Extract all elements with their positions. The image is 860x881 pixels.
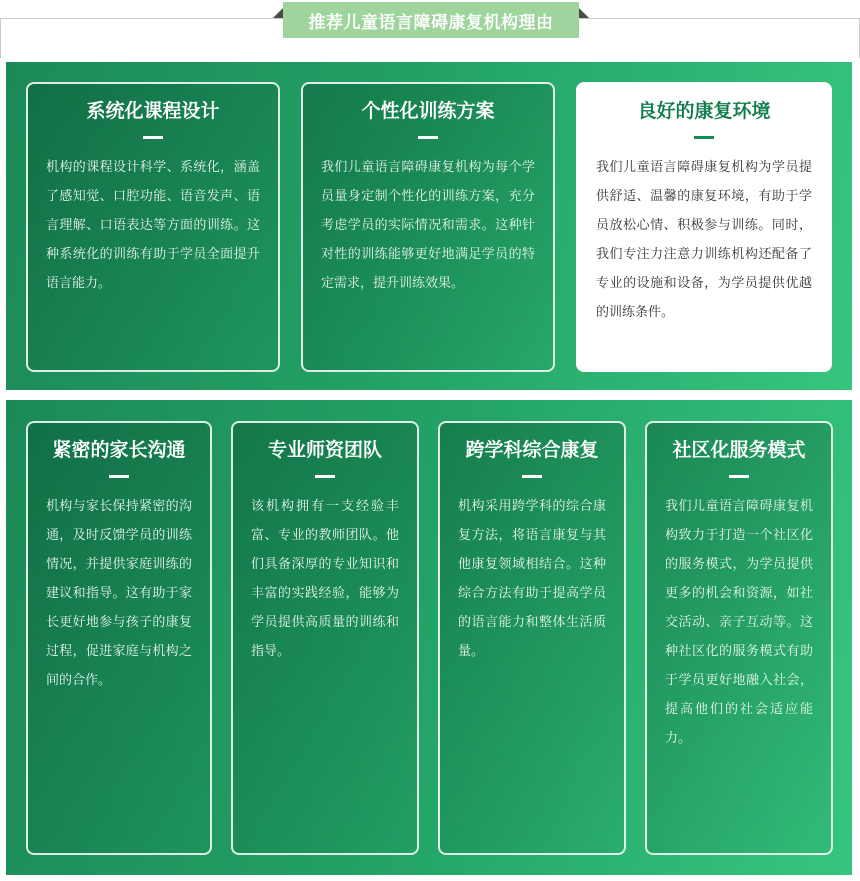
card-body: 机构采用跨学科的综合康复方法，将语言康复与其他康复领域相结合。这种综合方法有助于提高学员的语言能力和整体生活质量。 [458,499,606,659]
card-title: 良好的康复环境 [637,100,771,122]
card-title: 专业师资团队 [267,439,382,461]
card-body: 机构与家长保持紧密的沟通，及时反馈学员的训练情况，并提供家庭训练的建议和指导。这有助于家长更好地参与孩子的康复过程，促进家庭与机构之间的合作。 [46,499,192,688]
card-title: 社区化服务模式 [672,439,806,461]
reasons-panel-top [6,62,852,390]
card-title: 个性化训练方案 [361,100,495,122]
title-underline [729,475,749,478]
card-body: 我们儿童语言障碍康复机构致力于打造一个社区化的服务模式，为学员提供更多的机会和资源，如社交活动、亲子互动等。这种社区化的服务模式有助于学员更好地融入社会，提高他们的社会适应能力。 [665,499,813,746]
reason-card-parent-communication[interactable] [26,421,212,855]
tab-fold-left [273,8,283,18]
reason-card-environment[interactable] [576,82,832,372]
reason-card-curriculum[interactable] [26,82,280,372]
reason-card-personalized[interactable] [301,82,555,372]
title-underline [694,136,714,139]
tab-fold-right [579,8,589,18]
title-underline [315,475,335,478]
section-title: 推荐儿童语言障碍康复机构理由 [283,2,579,38]
title-underline [418,136,438,139]
card-body: 该机构拥有一支经验丰富、专业的教师团队。他们具备深厚的专业知识和丰富的实践经验，能够为学员提供高质量的训练和指导。 [251,499,399,659]
card-title: 紧密的家长沟通 [52,439,186,461]
title-underline [522,475,542,478]
reason-card-teaching-team[interactable] [231,421,419,855]
header-divider-left [0,18,1,58]
card-title: 跨学科综合康复 [465,439,599,461]
card-body: 我们儿童语言障碍康复机构为每个学员量身定制个性化的训练方案，充分考虑学员的实际情况和需求。这种针对性的训练能够更好地满足学员的特定需求，提升训练效果。 [321,160,535,291]
reason-card-community[interactable] [645,421,833,855]
header-frame [0,0,860,60]
card-body: 机构的课程设计科学、系统化，涵盖了感知觉、口腔功能、语音发声、语言理解、口语表达等方面的训练。这种系统化的训练有助于学员全面提升语言能力。 [46,160,260,291]
title-underline [109,475,129,478]
reasons-panel-bottom [6,400,852,875]
reason-card-interdisciplinary[interactable] [438,421,626,855]
card-title: 系统化课程设计 [86,100,220,122]
card-body: 我们儿童语言障碍康复机构为学员提供舒适、温馨的康复环境，有助于学员放松心情、积极参与训练。同时，我们专注力注意力训练机构还配备了专业的设施和设备，为学员提供优越的训练条件。 [596,160,812,320]
title-underline [143,136,163,139]
